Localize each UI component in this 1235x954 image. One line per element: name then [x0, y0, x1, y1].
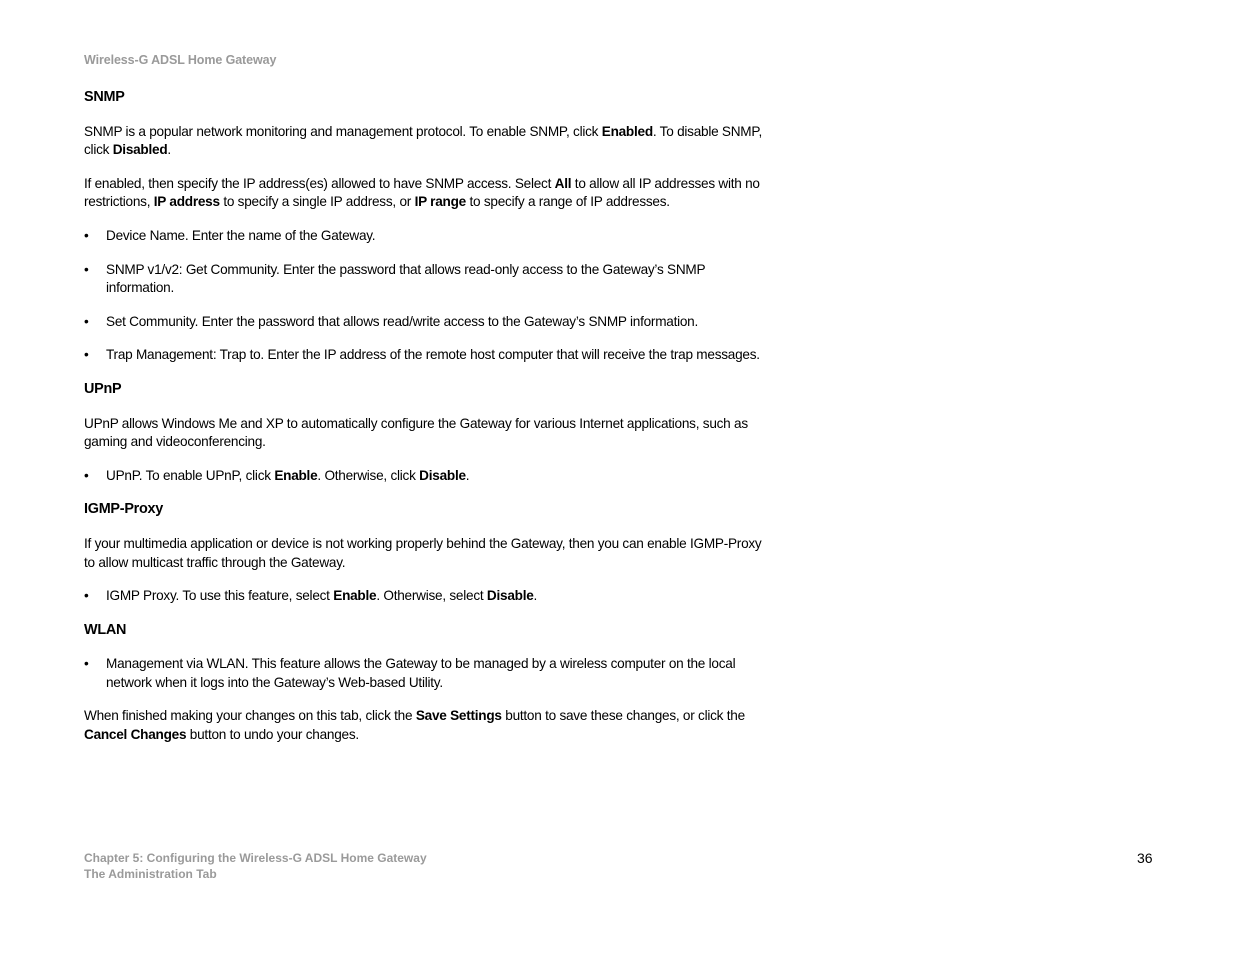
bullet-marker: • — [84, 227, 89, 243]
list-item-text: Trap Management: Trap to. Enter the IP address of the remote host computer that will receive the trap messages. — [106, 347, 760, 363]
list-item — [84, 587, 764, 606]
list-item-text: UPnP. To enable UPnP, click Enable. Otherwise, click Disable. — [106, 467, 470, 483]
section-heading-wlan: WLAN — [84, 621, 127, 638]
page-number: 36 — [1137, 850, 1153, 866]
list-item-text: Device Name. Enter the name of the Gateway. — [106, 227, 376, 243]
section-heading-snmp: SNMP — [84, 89, 125, 105]
bullet-marker: • — [84, 347, 89, 363]
list-item-text: Set Community. Enter the password that allows read/write access to the Gateway’s SNMP information. — [106, 313, 699, 329]
bullet-marker: • — [84, 656, 89, 672]
list-item-text: SNMP v1/v2: Get Community. Enter the password that allows read-only access to the Gateway’s SNMP information. — [106, 261, 706, 296]
section-heading-upnp: UPnP — [84, 380, 122, 397]
list-item — [84, 261, 764, 298]
section-heading-igmp-proxy: IGMP-Proxy — [84, 501, 164, 518]
bullet-marker: • — [84, 313, 89, 329]
list-item — [84, 346, 764, 365]
upnp-intro-paragraph: UPnP allows Windows Me and XP to automatically configure the Gateway for various Internet applications, such as gaming and videoconferencing. — [84, 415, 748, 450]
snmp-access-paragraph: If enabled, then specify the IP address(es) allowed to have SNMP access. Select All to allow all IP addresses with no restrictions, IP address to specify a single IP address, or IP range to specify a range of IP addresses. — [84, 175, 760, 210]
list-item-text: IGMP Proxy. To use this feature, select Enable. Otherwise, select Disable. — [106, 588, 538, 604]
igmp-intro-paragraph: If your multimedia application or device is not working properly behind the Gateway, then you can enable IGMP-Proxy to allow multicast traffic through the Gateway. — [84, 535, 762, 570]
closing-paragraph: When finished making your changes on this tab, click the Save Settings button to save these changes, or click the Cancel Changes button to undo your changes. — [84, 708, 745, 743]
bullet-marker: • — [84, 467, 89, 483]
running-header: Wireless-G ADSL Home Gateway — [84, 53, 277, 67]
list-item-text: Management via WLAN. This feature allows the Gateway to be managed by a wireless computer on the local network when it logs into the Gateway’s Web-based Utility. — [106, 656, 736, 690]
snmp-intro-paragraph: SNMP is a popular network monitoring and management protocol. To enable SNMP, click Enabled. To disable SNMP, click Disabled. — [84, 123, 762, 158]
page-footer — [84, 850, 427, 882]
list-item — [84, 467, 764, 486]
footer-chapter-title: Chapter 5: Configuring the Wireless-G ADSL Home Gateway — [84, 851, 427, 865]
bullet-marker: • — [84, 588, 89, 604]
list-item — [84, 655, 764, 692]
list-item — [84, 227, 764, 246]
bullet-marker: • — [84, 261, 89, 277]
document-body — [84, 88, 764, 760]
footer-section-title: The Administration Tab — [84, 867, 217, 881]
list-item — [84, 313, 764, 332]
